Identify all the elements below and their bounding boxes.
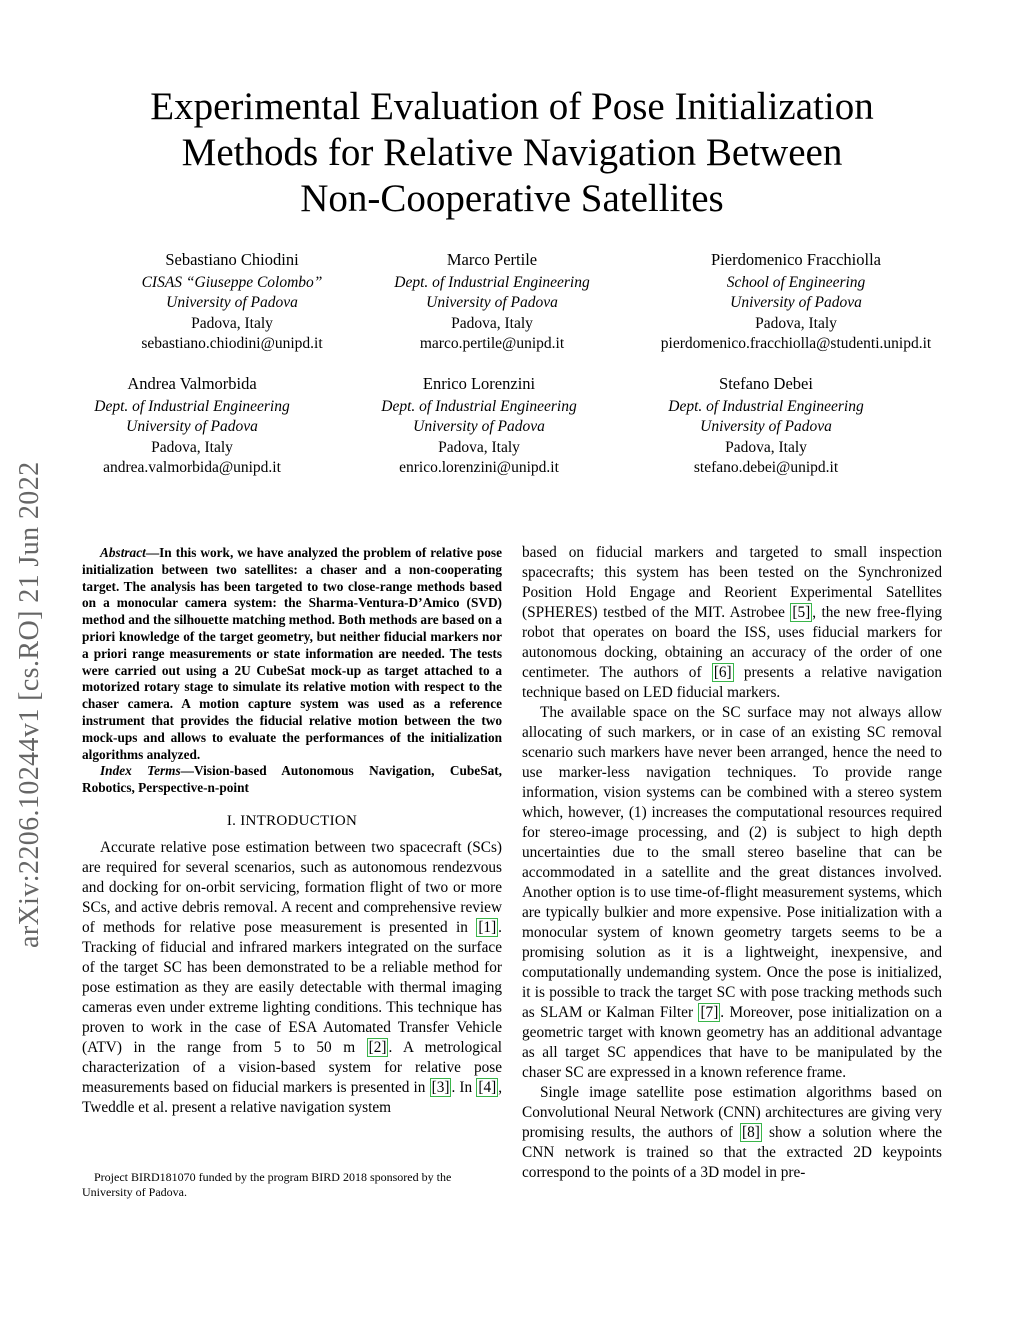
author-affiliation: Dept. of Industrial Engineering	[668, 397, 864, 415]
abstract-label: Abstract	[100, 545, 146, 560]
author-university: University of Padova	[126, 418, 258, 436]
footnote: Project BIRD181070 funded by the program BIRD 2018 sponsored by the University of Padova.	[82, 1170, 452, 1199]
text-run: Single image satellite pose estimation algorithms based on Convolutional Neural Network (CNN) architectures are giving very promising results, the authors of	[522, 1084, 942, 1141]
author-name: Stefano Debei	[719, 374, 813, 393]
author-affiliation: CISAS “Giuseppe Colombo”	[141, 273, 323, 291]
index-terms	[82, 763, 502, 797]
author-affiliation: School of Engineering	[726, 273, 866, 291]
paragraph	[82, 838, 502, 1118]
author-location: Padova, Italy	[191, 314, 273, 332]
citation-link[interactable]: [4]	[478, 1078, 497, 1096]
author-university: University of Padova	[413, 418, 545, 436]
author-university: University of Padova	[730, 294, 862, 312]
text-run: , the new free-flying robot that operates on board the ISS, uses fiducial markers for autonomous docking, obtaining an accuracy of the order of one centimeter. The authors of	[522, 604, 942, 681]
text-run: . Moreover, pose initialization on a geometric target with known geometry has an additional advantage as all target SC appendices that have to be manipulated by the chaser SC are expressed in a known reference frame.	[522, 1004, 942, 1081]
author-block	[342, 250, 642, 355]
paper-title	[80, 84, 944, 222]
text-run: show a solution where the CNN network is trained so that the extracted 2D keypoints correspond to the points of a 3D model in pre-	[522, 1124, 943, 1181]
author-location: Padova, Italy	[725, 438, 807, 456]
author-name: Enrico Lorenzini	[422, 374, 536, 393]
author-name: Pierdomenico Fracchiolla	[711, 250, 881, 269]
title-line: Methods for Relative Navigation Between	[181, 131, 843, 174]
author-name: Sebastiano Chiodini	[165, 250, 299, 269]
citation-link[interactable]: [3]	[431, 1078, 450, 1096]
text-run: , Tweddle et al. present a relative navigation system	[82, 1078, 503, 1116]
index-terms-label: Index Terms	[100, 763, 181, 779]
author-name: Marco Pertile	[446, 250, 538, 269]
author-email: marco.pertile@unipd.it	[419, 335, 565, 353]
text-run: . Tracking of fiducial and infrared markers integrated on the surface of the target SC has been demonstrated to be a reliable method for pose estimation as they are easily detectable with thermal imaging cameras even under extreme lighting conditions. This technique has proven to work in the case of ESA Automated Transfer Vehicle (ATV) in the range from 5 to 50 m	[82, 918, 502, 1056]
text-run: Accurate relative pose estimation between two spacecraft (SCs) are required for several scenarios, such as autonomous rendezvous and docking for on-orbit servicing, formation flight of two or more SCs, and active debris removal. A recent and comprehensive review of methods for relative pose measurement is presented in	[82, 838, 502, 936]
text-run: . In	[451, 1078, 477, 1096]
author-block	[640, 250, 952, 355]
author-location: Padova, Italy	[151, 438, 233, 456]
author-email: andrea.valmorbida@unipd.it	[103, 459, 281, 477]
arxiv-identifier: arXiv:2206.10244v1 [cs.RO] 21 Jun 2022	[14, 461, 45, 948]
author-block	[329, 374, 629, 479]
author-email: sebastiano.chiodini@unipd.it	[141, 335, 323, 353]
author-affiliation: Dept. of Industrial Engineering	[394, 273, 590, 291]
left-column	[82, 545, 502, 1118]
citation-link[interactable]: [8]	[742, 1124, 760, 1141]
text-run: The available space on the SC surface may not always allow allocating of such markers, or in case of an existing SC removal scenario such markers have never been arranged, hence the need to use marker-less navigation techniques. To provide range information, vision systems can be combined with a stereo system which, however, (1) increases the computational resources required for stereo-image processing, and (2) is subject to high depth uncertainties due to the small stereo baseline that can be accommodated in a satellite and the great distances involved. Another option is to use time-of-flight measurement systems, which are typically bulkier and more expensive. Pose initialization with a monocular system of known geometry targets seems to be a promising solution as it is a lightweight, inexpensive, and computationally undemanding system. Once the pose is initialized, it is possible to track the target SC with pose tracking methods such as SLAM or Kalman Filter	[522, 704, 942, 1021]
author-email: stefano.debei@unipd.it	[693, 459, 839, 477]
citation-link[interactable]: [2]	[368, 1038, 387, 1056]
index-terms-text: —Vision-based Autonomous Navigation, CubeSat, Robotics, Perspective-n-point	[82, 763, 502, 796]
right-column	[522, 543, 942, 1183]
author-affiliation: Dept. of Industrial Engineering	[381, 397, 577, 415]
paragraph	[522, 1083, 942, 1183]
text-run: based on fiducial markers and targeted to small inspection spacecrafts; this system has been tested on the Synchronized Position Hold Engage and Reorient Experimental Satellites (SPHERES) testbed of the MIT. Astrobee	[522, 544, 942, 621]
abstract-text: —In this work, we have analyzed the problem of relative pose initialization between two satellites: a chaser and a non-cooperating target. The analysis has been targeted to two close-range methods based on a monocular camera system: the Sharma-Ventura-D’Amico (SVD) method and the silhouette matching method. Both methods are based on a priori knowledge of the target geometry, but neither fiducial markers nor a priori range measurements or state information are needed. The tests were carried out using a 2U CubeSat mock-up as target attached to a motorized rotary stage to simulate its relative motion with respect to the chaser camera. A motion capture system was used as a reference instrument that provides the fiducial relative motion between the two mock-ups and allows to evaluate the performances of the initialization algorithms analyzed.	[82, 545, 502, 762]
citation-link[interactable]: [7]	[700, 1004, 719, 1021]
author-name: Andrea Valmorbida	[127, 374, 257, 393]
author-location: Padova, Italy	[438, 438, 520, 456]
abstract	[82, 545, 502, 763]
citation-link[interactable]: [1]	[478, 918, 497, 936]
author-affiliation: Dept. of Industrial Engineering	[94, 397, 290, 415]
title-line: Non-Cooperative Satellites	[300, 177, 724, 220]
paragraph	[522, 703, 942, 1083]
text-run: . A metrological characterization of a vision-based system for relative pose measurements based on fiducial markers is presented in	[82, 1038, 502, 1096]
author-location: Padova, Italy	[451, 314, 533, 332]
citation-link[interactable]: [6]	[713, 664, 732, 681]
author-university: University of Padova	[166, 294, 298, 312]
author-location: Padova, Italy	[755, 314, 837, 332]
text-run: presents a relative navigation technique based on LED fiducial markers.	[522, 664, 942, 701]
section-heading: I. INTRODUCTION	[226, 812, 358, 829]
author-block	[82, 250, 382, 355]
author-block	[42, 374, 342, 479]
title-line: Experimental Evaluation of Pose Initialization	[150, 85, 874, 128]
author-email: pierdomenico.fracchiolla@studenti.unipd.it	[660, 335, 932, 353]
author-university: University of Padova	[700, 418, 832, 436]
citation-link[interactable]: [5]	[792, 604, 811, 621]
author-email: enrico.lorenzini@unipd.it	[399, 459, 559, 477]
author-university: University of Padova	[426, 294, 558, 312]
paragraph	[522, 543, 942, 703]
author-block	[616, 374, 916, 479]
